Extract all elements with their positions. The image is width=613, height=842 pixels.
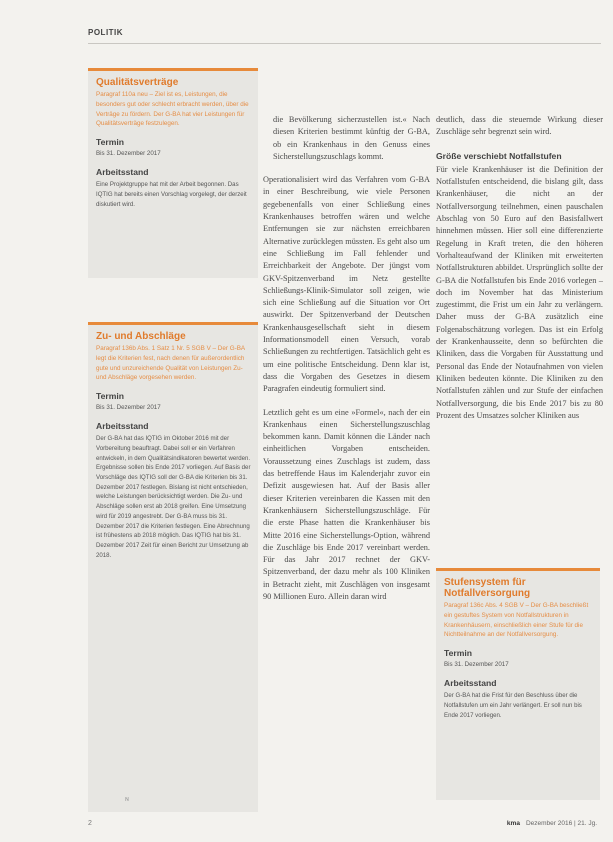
- paragraph: Operationalisiert wird das Verfahren vom G-BA in einer Beschreibung, wie viele Personen gegebenenfalls von einer Schließung eines Krankenhauses betroffen wären und welche Entfernungen sie zur nächsten erreichbaren Alternative zurücklegen müssten. Es geht also um eine Schließung im Fall fehlender und Erreichbarkeit der Angebote. Der jüngst vom GKV-Spitzenverband im Netz gestellte Schließungs-Klinik-Simulator soll zeigen, wie sich eine Schließung auf die Situation vor Ort auswirkt. Der Spitzenverband der Deutschen Krankenhausgesellschaft sieht in diesem Informationsmodell einen Versuch, vorab Schließungen zu rechtfertigen. Tatsächlich geht es um eine politische Entscheidung. Denn klar ist, dass die Vorgaben des Gesetzes in diesem Paragrafen eindeutig formuliert sind.: [263, 175, 430, 394]
- page-number: 2: [88, 820, 92, 827]
- footer-info: [507, 820, 597, 827]
- arbeitsstand-text: Der G-BA hat die Frist für den Beschluss über die Notfallstufen um ein Jahr verlängert. Er soll nun bis Ende 2017 vorliegen.: [444, 692, 582, 719]
- arbeitsstand-heading: Arbeitsstand: [96, 167, 149, 178]
- box-title: Stufensystem für Notfallversorgung: [444, 577, 531, 599]
- section-label: POLITIK: [88, 28, 124, 37]
- termin-heading: Termin: [96, 391, 125, 402]
- arbeitsstand-heading: Arbeitsstand: [444, 678, 497, 689]
- termin-heading: Termin: [444, 648, 473, 659]
- paragraph: Für viele Krankenhäuser ist die Definition der Notfallstufen entscheidend, die bislang gilt, dass Krankenhäuser, die nicht an der Notfallversorgung teilnehmen, einen pauschalen Abschlag von 50 Euro auf den Basisfallwert hinnehmen müssen. Hier soll eine differenzierte Regelung in Kraft treten, die den höheren Vorhalteaufwand der Kliniken mit erweiterten Notfallstrukturen abbildet. Ursprünglich sollte der G-BA die Notfallstufen bis Ende 2016 vorlegen – doch im November hat das Ministerium zugestimmt, die Frist um ein Jahr zu verlängern. Daher muss der G-BA zusätzlich eine Folgenabschätzung vorlegen. Das ist ein Erfolg der Krankenhausseite, denn so befürchten die Kliniken, dass die Vorgaben für Ausstattung und Personal das Ende der Notaufnahmen von vielen Kliniken bedeuten könnte. Die Kliniken zu den Notfallstufen zählen und zur Stufe der einfachen Notfallversorgung, die bis Ende 2017 bis zu 80 Prozent des Umsatzes solcher Kliniken aus: [436, 164, 603, 420]
- box-title: Qualitätsverträge: [96, 77, 179, 88]
- article-column-right: [436, 114, 603, 520]
- info-box-qualitaetsvertraege: [88, 68, 258, 278]
- paragraph: Letztlich geht es um eine »Formel«, nach der ein Krankenhaus einen Sicherstellungszuschlag bekommen kann. Damit können die Länder nach einheitlichen Vorgaben entscheiden. Voraussetzung eines Zuschlags ist zudem, dass das betreffende Haus im Kalenderjahr zuvor ein Defizit ausgewiesen hat. Auf der Basis aller dieser Kriterien vereinbaren die Kassen mit den Krankenhäusern Sicherstellungszuschläge. Für die erste Phase hatten die Krankenhäuser bis Mitte 2016 eine Sicherstellungs-Option, während die Zuschläge bis Ende 2017 vereinbart werden. Für das Jahr 2017 rechnet der GKV-Spitzenverband, der dazu mehr als 100 Kliniken in Betracht zieht, mit Zuschlägen von insgesamt 90 Millionen Euro. Allein daran wird: [263, 407, 430, 601]
- arbeitsstand-heading: Arbeitsstand: [96, 421, 149, 432]
- box-intro: Paragraf 136c Abs. 4 SGB V – Der G-BA beschließt ein gestuftes System von Notfallstrukturen in Krankenhäusern, einschließlich einer Stufe für die Nichtteilnahme an der Notfallversorgung.: [444, 602, 589, 639]
- info-box-stufensystem: [436, 568, 600, 800]
- subheading: Größe verschiebt Notfallstufen: [436, 150, 562, 161]
- termin-value: Bis 31. Dezember 2017: [444, 661, 509, 669]
- footer-mark: ɴ: [125, 796, 129, 803]
- box-intro: Paragraf 110a neu – Ziel ist es, Leistungen, die besonders gut oder schlecht erbracht werden, über die Verträge zu fördern. Der G-BA hat vier Leistungen für Qualitätsverträge festzulegen.: [96, 91, 249, 128]
- info-box-zu-und-abschlaege: [88, 322, 258, 812]
- article-column-middle: [263, 114, 430, 814]
- box-intro: Paragraf 136b Abs. 1 Satz 1 Nr. 5 SGB V – Der G-BA legt die Kriterien fest, nach denen für außerordentlich gute und unzureichende Qualität von Leistungen Zu- und Abschläge vorgesehen werden.: [96, 345, 245, 382]
- header-rule: [88, 43, 601, 44]
- arbeitsstand-text: Eine Projektgruppe hat mit der Arbeit begonnen. Das IQTIG hat bereits einen Vorschlag vorgelegt, der derzeit diskutiert wird.: [96, 181, 247, 208]
- journal-name: kma: [506, 820, 520, 827]
- termin-heading: Termin: [96, 137, 125, 148]
- paragraph: die Bevölkerung sicherzustellen ist.« Nach diesen Kriterien bestimmt künftig der G-BA, ob ein Krankenhaus in den Genuss eines Sicherstellungszuschlags kommt.: [273, 115, 430, 161]
- paragraph: deutlich, dass die steuernde Wirkung dieser Zuschläge sehr begrenzt sein wird.: [436, 115, 603, 137]
- termin-value: Bis 31. Dezember 2017: [96, 150, 161, 158]
- termin-value: Bis 31. Dezember 2017: [96, 404, 161, 412]
- box-title: Zu- und Abschläge: [96, 331, 186, 342]
- issue-info: Dezember 2016 | 21. Jg.: [525, 820, 597, 827]
- arbeitsstand-text: Der G-BA hat das IQTIG im Oktober 2016 mit der Vorbereitung beauftragt. Dabei soll er ein Verfahren entwickeln, in dem Qualitätsindikatoren bewertet werden. Ergebnisse sollen bis Ende 2017 vorliegen. Auf Basis der Vorschläge des IQTIG soll der G-BA die Kriterien bis 31. Dezember 2017 festlegen. Bislang ist nicht entschieden, welche Leistungen berücksichtigt werden. Die Zu- und Abschläge sollen erst ab 2018 greifen. Eine Umsetzung wird für 2019 angestrebt. Der G-BA muss bis 31. Dezember 2017 die Kriterien festlegen. Eine Abrechnung ist frühestens ab 2018 möglich. Das IQTIG hat bis 31. Dezember 2017 Zeit für einen Bericht zur Umsetzung ab 2018.: [96, 435, 251, 559]
